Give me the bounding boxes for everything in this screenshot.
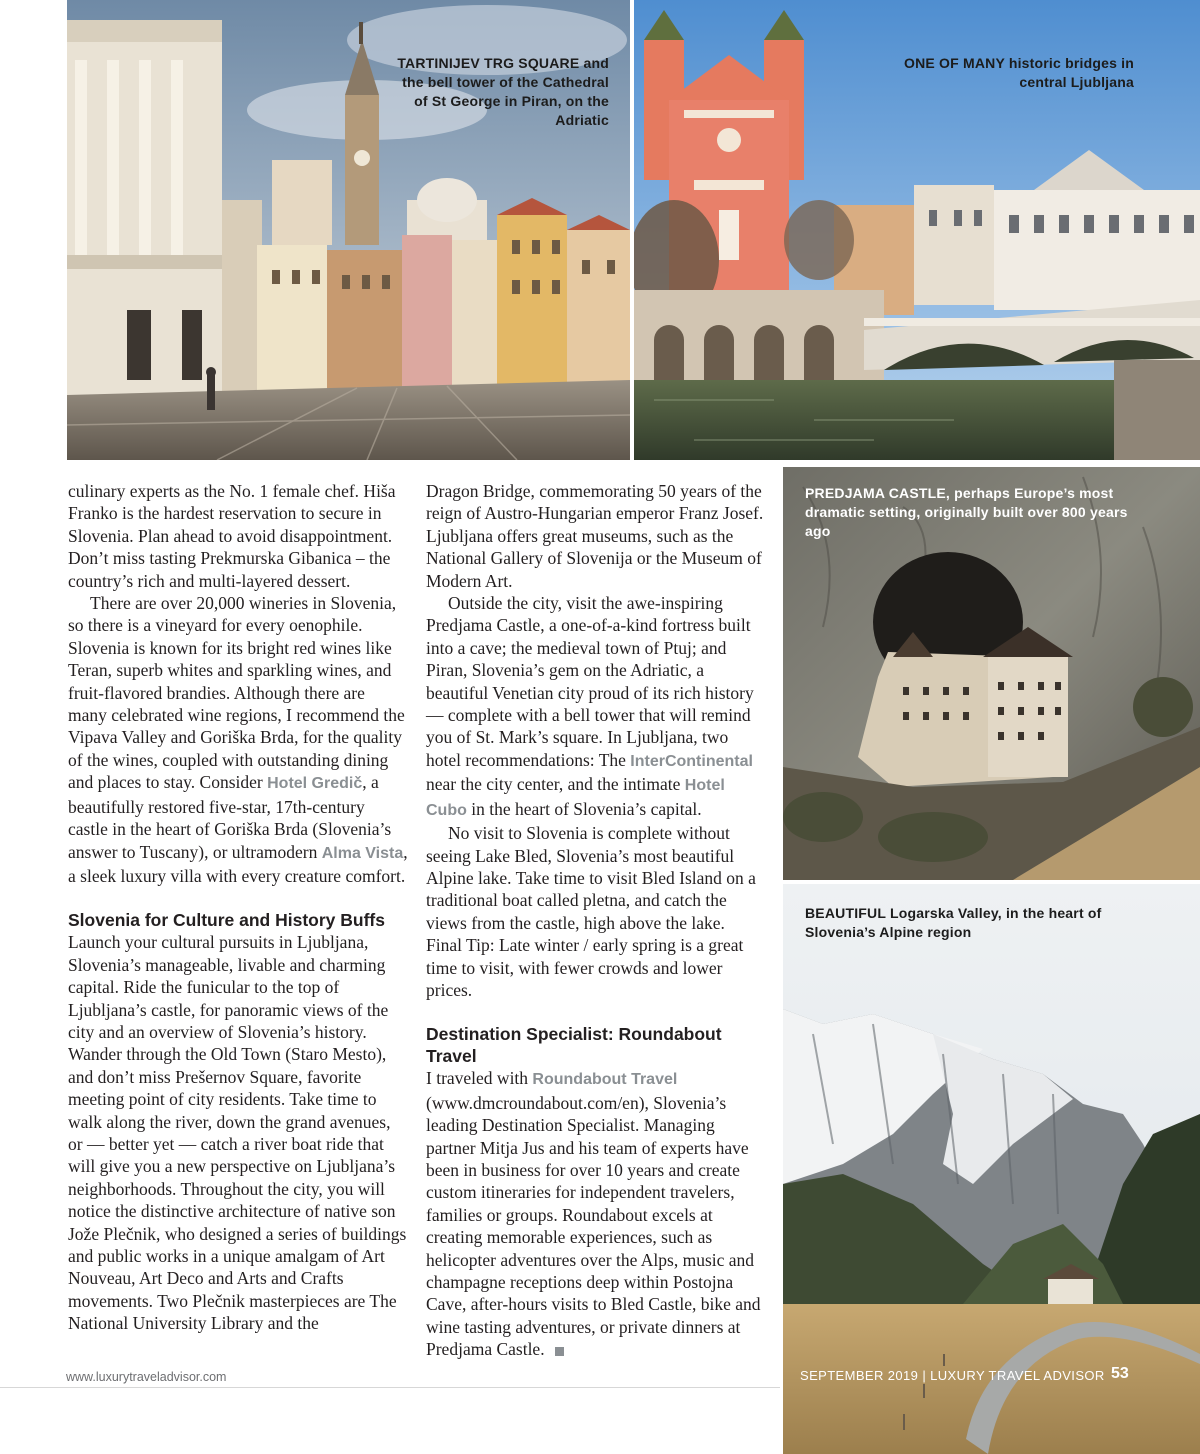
predjama-caption bbox=[805, 484, 1155, 541]
wineries-text-c: , a sleek luxury villa with every creature comfort. bbox=[68, 841, 408, 886]
predjama-caption-text: perhaps Europe’s most dramatic setting, originally built over 800 years ago bbox=[805, 485, 1128, 539]
photo-piran-square bbox=[67, 0, 630, 460]
photo-ljubljana-bridges bbox=[634, 0, 1200, 460]
roundabout-text-a: I traveled with bbox=[426, 1068, 529, 1089]
hotel-cubo-link[interactable]: Hotel Cubo bbox=[426, 777, 725, 819]
piran-caption-text: and the bell tower of the Cathedral of St George in Piran, on the Adriatic bbox=[402, 55, 609, 128]
end-mark bbox=[555, 1347, 564, 1356]
paragraph-chef: culinary experts as the No. 1 female chef. Hiša Franko is the hardest reservation to secure in Slovenia. Plan ahead to avoid disappointment. Don’t miss tasting Prekmurska Gibanica – the country’s rich and multi-layered dessert. bbox=[68, 481, 396, 591]
photo-predjama-castle bbox=[783, 467, 1200, 880]
paragraph-wineries bbox=[68, 592, 408, 887]
footer-issue-label: SEPTEMBER 2019 | LUXURY TRAVEL ADVISOR bbox=[800, 1368, 1105, 1383]
alma-vista-link[interactable]: Alma Vista bbox=[321, 844, 404, 862]
footer-divider bbox=[0, 1387, 780, 1388]
piran-caption bbox=[397, 54, 609, 130]
wineries-text-a: There are over 20,000 wineries in Slovenia, so there is a vineyard for every oenophile. Slovenia is known for its bright red wines like Teran, superb whites and sparkling wines, and fruit-flavored brandies. Although there are many celebrated wine regions, I recommend the Vipava Valley and Goriška Brda, for the quality of the wines, coupled with outstanding dining and places to stay. Consider bbox=[68, 593, 405, 793]
intercontinental-link[interactable]: InterContinental bbox=[630, 752, 753, 770]
article-column-2 bbox=[426, 480, 764, 1361]
ljubljana-caption bbox=[894, 54, 1134, 92]
roundabout-travel-link[interactable]: Roundabout Travel bbox=[532, 1071, 678, 1089]
heading-culture-history: Slovenia for Culture and History Buffs bbox=[68, 910, 385, 931]
ljubljana-caption-text: historic bridges in central Ljubljana bbox=[1008, 55, 1134, 90]
predjama-caption-lead: PREDJAMA CASTLE, bbox=[805, 485, 951, 501]
logarska-caption-text: Logarska Valley, in the heart of Slovenia’s Alpine region bbox=[805, 905, 1102, 940]
page-number: 53 bbox=[1111, 1365, 1129, 1382]
logarska-caption-lead: BEAUTIFUL bbox=[805, 905, 886, 921]
article-column-1 bbox=[68, 480, 408, 1335]
paragraph-ljubljana-culture: Launch your cultural pursuits in Ljubljana, Slovenia’s manageable, livable and charming capital. Ride the funicular to the top of Ljubljana’s castle, for panoramic views of the city and an overview of Slovenia’s history. Wander through the Old Town (Staro Mesto), and don’t miss Prešernov Square, favorite meeting point of city residents. Take time to walk along the river, down the grand avenues, or — better yet — catch a river boat ride that will give you a new perspective on Ljubljana’s neighborhoods. Throughout the city, you will notice the distinctive architecture of native son Jože Plečnik, who designed a series of buildings and public works in a unique amalgam of Art Nouveau, Art Deco and Arts and Crafts movements. Two Plečnik masterpieces are The National University Library and the bbox=[68, 932, 407, 1334]
paragraph-roundabout bbox=[426, 1067, 764, 1360]
piran-caption-lead: TARTINIJEV TRG SQUARE bbox=[397, 55, 580, 71]
paragraph-lake-bled: No visit to Slovenia is complete without seeing Lake Bled, Slovenia’s most beautiful Alpine lake. Take time to visit Bled Island on a traditional boat called pletna, and catch the views from the castle, high above the lake. Final Tip: Late winter / early spring is a great time to visit, with fewer crowds and lower prices. bbox=[426, 823, 756, 1000]
outside-city-text-c: in the heart of Slovenia’s capital. bbox=[471, 798, 702, 819]
logarska-caption bbox=[805, 904, 1135, 942]
hotel-gredic-link[interactable]: Hotel Gredič bbox=[267, 775, 363, 793]
paragraph-dragon-bridge: Dragon Bridge, commemorating 50 years of the reign of Austro-Hungarian emperor Franz Josef. Ljubljana offers great museums, such as the National Gallery of Slovenija or the Museum of Modern Art. bbox=[426, 481, 764, 591]
wineries-text-b: , a beautifully restored five-star, 17th-century castle in the heart of Goriška Brda (Slovenia’s answer to Tuscany), or ultramodern bbox=[68, 772, 392, 862]
footer-website[interactable]: www.luxurytraveladvisor.com bbox=[66, 1370, 227, 1384]
heading-destination-specialist: Destination Specialist: Roundabout Travel bbox=[426, 1024, 722, 1067]
outside-city-text-a: Outside the city, visit the awe-inspiring Predjama Castle, a one-of-a-kind fortress built into a cave; the medieval town of Ptuj; and Piran, Slovenia’s gem on the Adriatic, a beautiful Venetian city proud of its rich history — complete with a bell tower that will remind you of St. Mark’s square. In Ljubljana, two hotel recommendations: The bbox=[426, 593, 754, 770]
paragraph-outside-city bbox=[426, 592, 764, 822]
ljubljana-caption-lead: ONE OF MANY bbox=[904, 55, 1005, 71]
roundabout-text-b: (www.dmcroundabout.com/en), Slovenia’s leading Destination Specialist. Managing partner Mitja Jus and his team of experts have been in business for over 10 years and create custom itineraries for independent travelers, families or groups. Roundabout excels at creating memorable experiences, such as helicopter adventures over the Alps, music and champagne receptions deep within Postojna Cave, after-hours visits to Bled Castle, bike and wine tasting adventures, or private dinners at Predjama Castle. bbox=[426, 1092, 761, 1360]
outside-city-text-b: near the city center, and the intimate bbox=[426, 774, 681, 795]
